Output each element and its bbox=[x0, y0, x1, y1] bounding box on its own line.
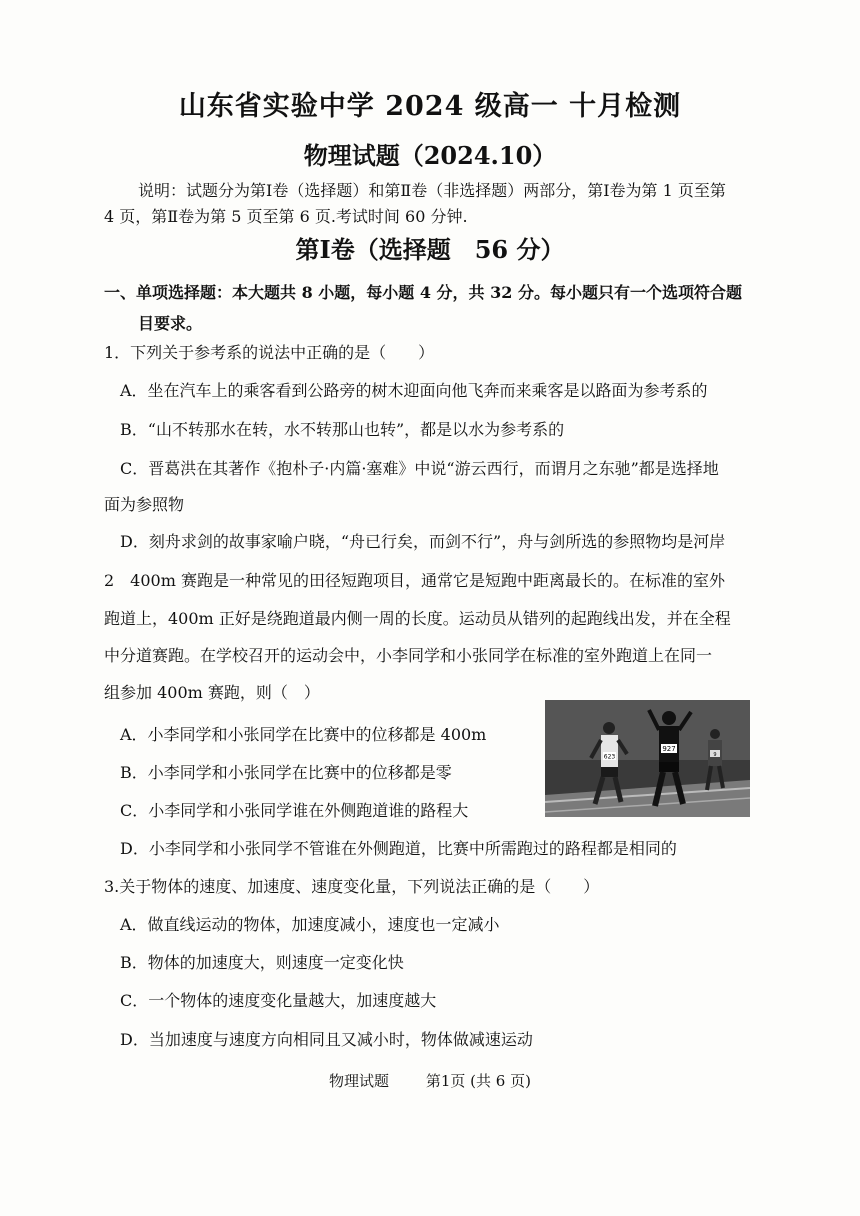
question-2-stem-line-3: 中分道赛跑。在学校召开的运动会中，小李同学和小张同学在标准的室外跑道上在同一 bbox=[104, 646, 713, 665]
part-heading-line-1: 一、单项选择题：本大题共 8 小题，每小题 4 分，共 32 分。每小题只有一个选项符合题 bbox=[104, 283, 742, 302]
exam-title: 山东省实验中学 2024 级高一 十月检测 bbox=[178, 91, 682, 122]
sprinters-photo bbox=[545, 700, 750, 817]
question-2-stem-line-2: 跑道上，400m 正好是绕跑道最内侧一周的长度。运动员从错列的起跑线出发，并在全程 bbox=[104, 609, 731, 628]
question-2-option-d: D．小李同学和小张同学不管谁在外侧跑道，比赛中所需跑过的路程都是相同的 bbox=[120, 839, 677, 858]
page-footer bbox=[0, 1070, 860, 1091]
question-1-stem: 1．下列关于参考系的说法中正确的是（ ） bbox=[104, 343, 435, 362]
section-title: 第Ⅰ卷（选择题 56 分） bbox=[295, 235, 565, 264]
question-2-stem-line-1: 2 400m 赛跑是一种常见的田径短跑项目，通常它是短跑中距离最长的。在标准的室外 bbox=[104, 571, 725, 590]
bib-center: 927 bbox=[662, 745, 676, 753]
instructions-line-2: 4 页，第Ⅱ卷为第 5 页至第 6 页.考试时间 60 分钟. bbox=[104, 207, 468, 226]
question-3-option-b: B．物体的加速度大，则速度一定变化快 bbox=[120, 953, 404, 972]
question-3-stem: 3.关于物体的速度、加速度、速度变化量，下列说法正确的是（ ） bbox=[104, 877, 600, 896]
question-1-option-c: C．晋葛洪在其著作《抱朴子·内篇·塞难》中说“游云西行，而谓月之东驰”都是选择地 bbox=[120, 459, 719, 478]
exam-subtitle: 物理试题（2024.10） bbox=[303, 141, 557, 170]
question-2-stem-line-4: 组参加 400m 赛跑，则（ ） bbox=[104, 683, 320, 702]
question-3-option-c: C．一个物体的速度变化量越大，加速度越大 bbox=[120, 991, 437, 1010]
part-heading-line-2: 目要求。 bbox=[138, 314, 203, 333]
question-2-option-b: B．小李同学和小张同学在比赛中的位移都是零 bbox=[120, 763, 452, 782]
bib-right: 9 bbox=[713, 752, 717, 758]
sprinters-illustration bbox=[545, 700, 750, 817]
footer-page-number: 第1页 (共 6 页) bbox=[425, 1072, 531, 1090]
question-3-option-d: D．当加速度与速度方向相同且又减小时，物体做减速运动 bbox=[120, 1030, 533, 1049]
bib-left: 623 bbox=[603, 753, 616, 761]
question-1-option-c-cont: 面为参照物 bbox=[104, 495, 185, 514]
footer-subject: 物理试题 bbox=[329, 1072, 390, 1090]
question-2-option-c: C．小李同学和小张同学谁在外侧跑道谁的路程大 bbox=[120, 801, 469, 820]
question-1-option-b: B．“山不转那水在转，水不转那山也转”，都是以水为参考系的 bbox=[120, 420, 565, 439]
question-3-option-a: A．做直线运动的物体，加速度减小，速度也一定减小 bbox=[120, 915, 500, 934]
question-2-option-a: A．小李同学和小张同学在比赛中的位移都是 400m bbox=[120, 725, 487, 744]
question-1-option-a: A．坐在汽车上的乘客看到公路旁的树木迎面向他飞奔而来乘客是以路面为参考系的 bbox=[120, 381, 708, 400]
instructions-line-1: 说明：试题分为第Ⅰ卷（选择题）和第Ⅱ卷（非选择题）两部分，第Ⅰ卷为第 1 页至第 bbox=[138, 181, 726, 200]
question-1-option-d: D．刻舟求剑的故事家喻户晓，“舟已行矣，而剑不行”，舟与剑所选的参照物均是河岸 bbox=[120, 532, 726, 551]
